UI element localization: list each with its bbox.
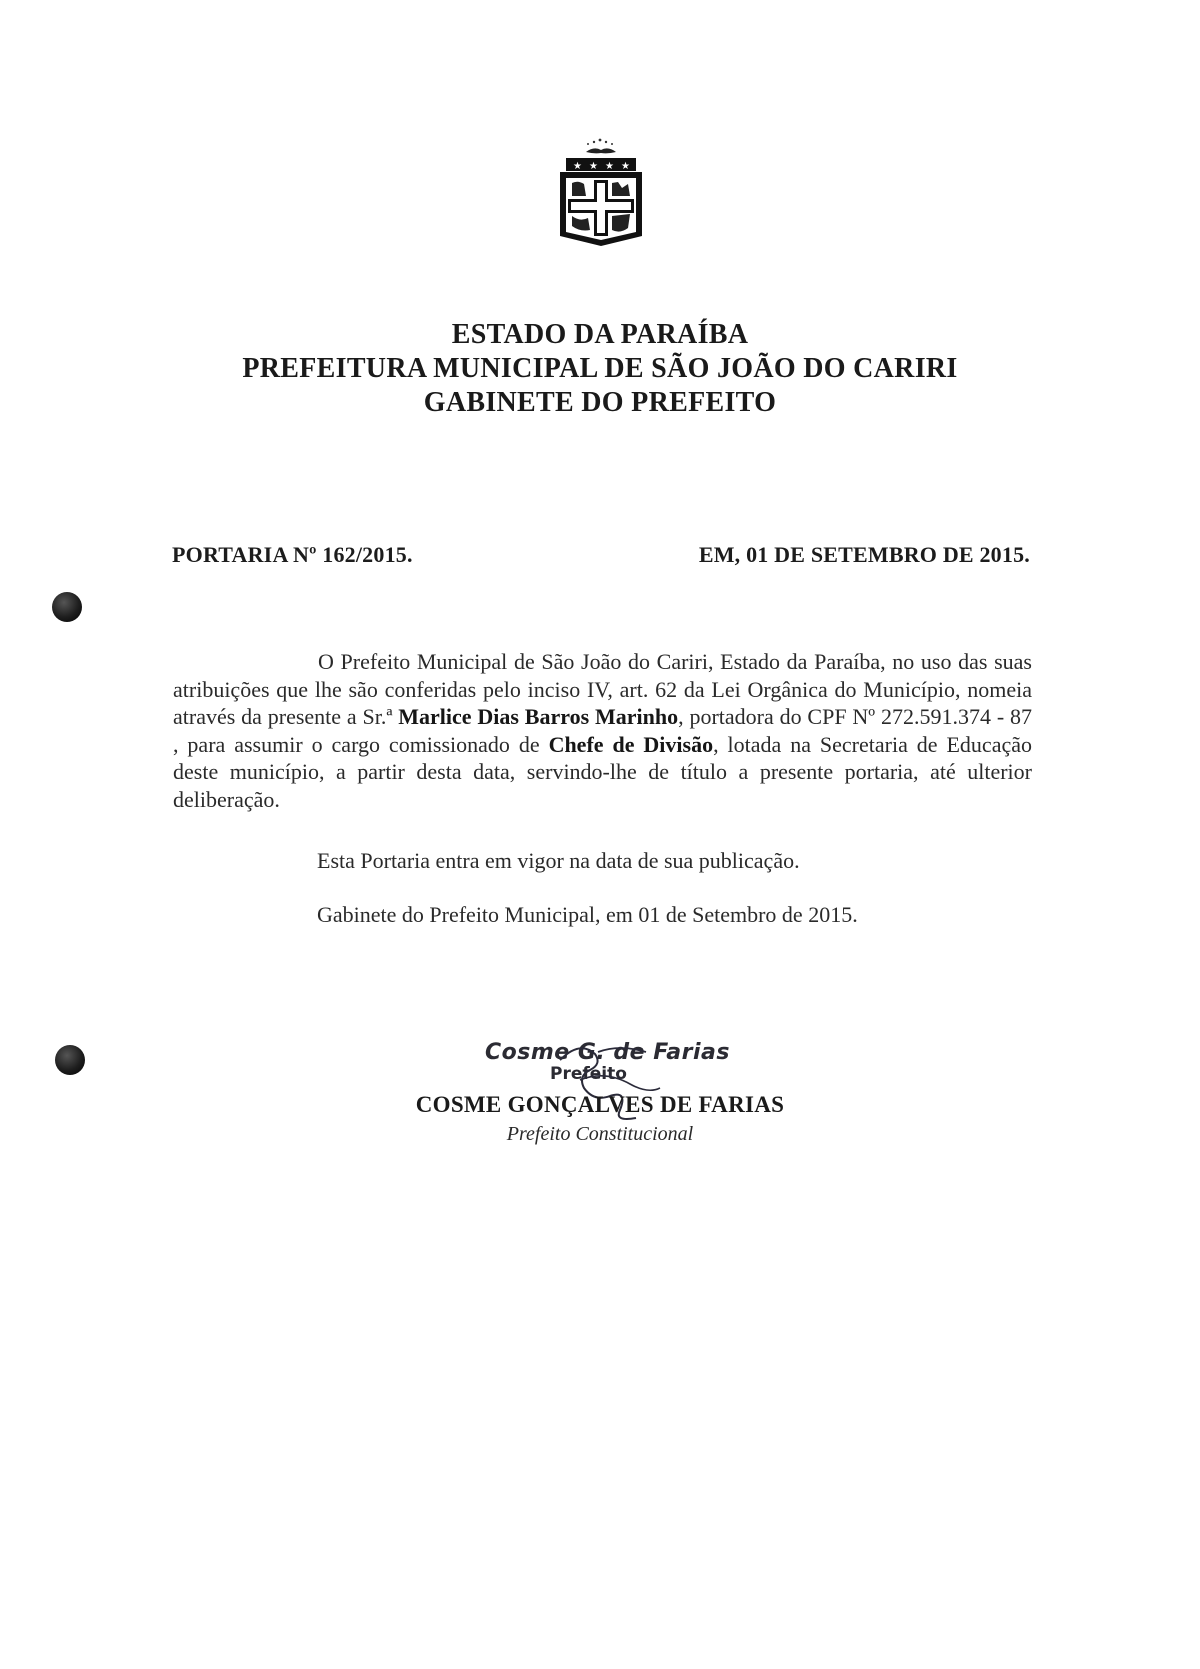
- ordinance-body: [173, 648, 1032, 813]
- paragraph-text: , lotada na Secretaria de Educação deste município, a partir desta data, servindo-lhe de título a presente portaria, até ulterior deliberação.: [173, 731, 1032, 812]
- paragraph-closing: Gabinete do Prefeito Municipal, em 01 de Setembro de 2015.: [317, 902, 858, 927]
- ordinance-date: EM, 01 DE SETEMBRO DE 2015.: [698, 542, 1030, 567]
- svg-text:★: ★: [589, 161, 598, 172]
- svg-text:★: ★: [621, 161, 630, 172]
- paragraph-main: [173, 648, 1032, 813]
- ordinance-number: PORTARIA Nº 162/2015.: [172, 542, 413, 567]
- punch-hole-icon: [55, 1045, 85, 1075]
- paragraph-effective: Esta Portaria entra em vigor na data de sua publicação.: [317, 848, 800, 873]
- paragraph-text: O Prefeito Municipal de São João do Cariri, Estado da Paraíba, no uso das suas atribuições que lhe são conferidas pelo inciso IV, art. 62 da Lei Orgânica do Município, nomeia através da presente a Sr.ª: [173, 649, 1032, 729]
- punch-hole-icon: [52, 592, 82, 622]
- header-office: GABINETE DO PREFEITO: [423, 387, 777, 418]
- header-municipality: PREFEITURA MUNICIPAL DE SÃO JOÃO DO CARIRI: [242, 353, 958, 384]
- signer-title: Prefeito Constitucional: [506, 1123, 694, 1145]
- header-state: ESTADO DA PARAÍBA: [451, 319, 749, 350]
- appointee-name: Marlice Dias Barros Marinho: [398, 704, 679, 729]
- position-title: Chefe de Divisão: [548, 731, 714, 757]
- svg-text:★: ★: [605, 161, 614, 172]
- signature-block: [400, 1040, 800, 1150]
- paragraph-text: , portadora do CPF Nº 272.591.374 - 87 , para assumir o cargo comissionado de: [173, 704, 1032, 757]
- coat-of-arms-icon: [556, 138, 646, 250]
- svg-text:★: ★: [573, 161, 582, 172]
- signer-name: COSME GONÇALVES DE FARIAS: [415, 1092, 785, 1117]
- signature-stamp-name: Cosme G. de Farias: [485, 1040, 730, 1065]
- signature-stamp-role: Prefeito: [550, 1064, 627, 1084]
- document-header: [0, 318, 1200, 420]
